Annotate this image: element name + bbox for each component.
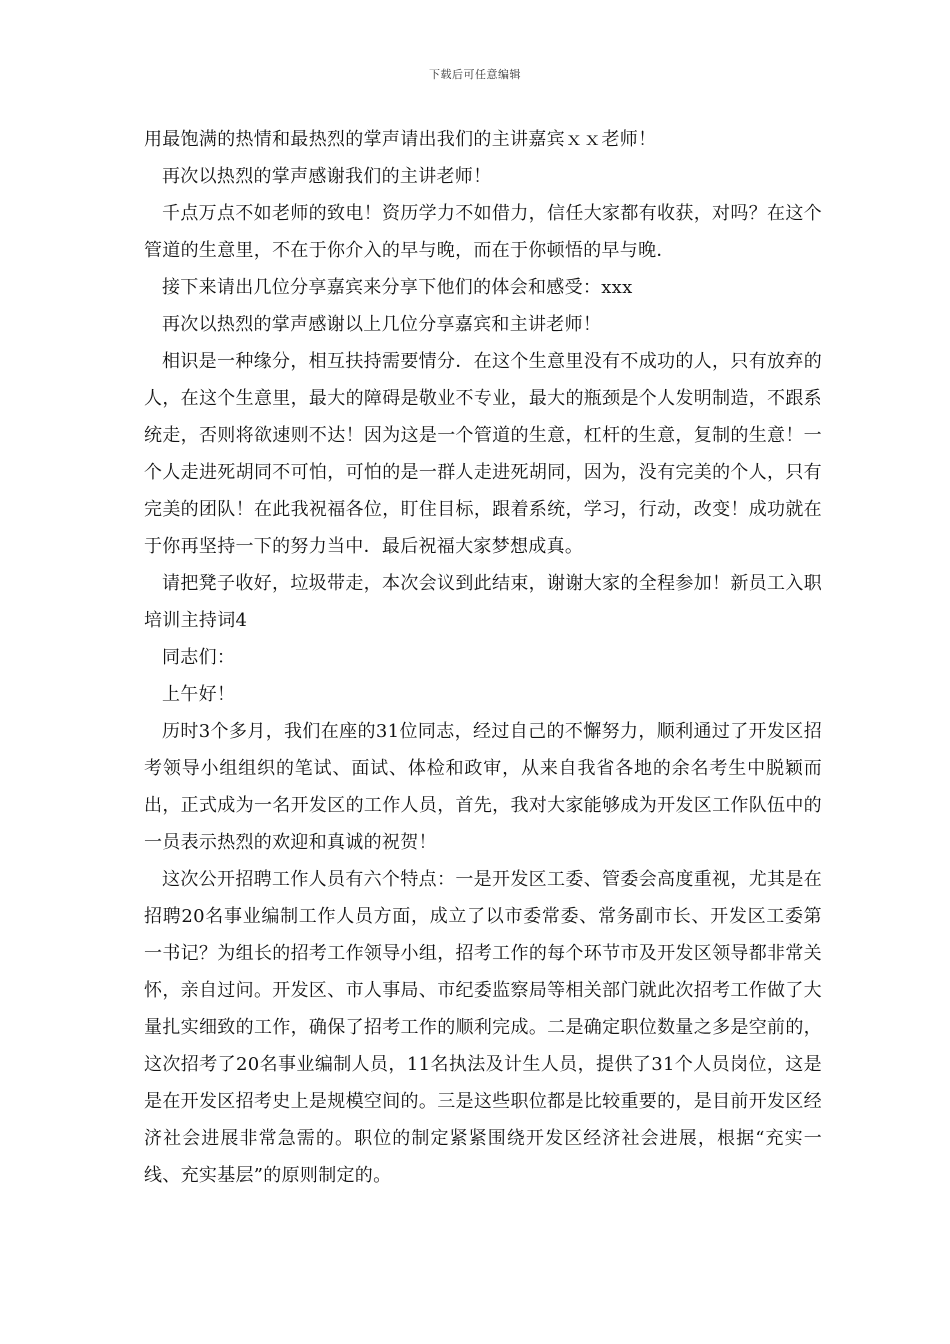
paragraph: 这次公开招聘工作人员有六个特点：一是开发区工委、管委会高度重视，尤其是在招聘20名事业编制工作人员方面，成立了以市委常委、常务副市长、开发区工委第一书记？为组长的招考工作领导小组，招考工作的每个环节市及开发区领导都非常关怀，亲自过问。开发区、市人事局、市纪委监察局等相关部门就此次招考工作做了大量扎实细致的工作，确保了招考工作的顺利完成。二是确定职位数量之多是空前的，这次招考了20名事业编制人员，11名执法及计生人员，提供了31个人员岗位，这是是在开发区招考史上是规模空间的。三是这些职位都是比较重要的，是目前开发区经济社会进展非常急需的。职位的制定紧紧围绕开发区经济社会进展，根据“充实一线、充实基层”的原则制定的。: [144, 869, 822, 1186]
paragraph: 请把凳子收好，垃圾带走，本次会议到此结束，谢谢大家的全程参加！新员工入职培训主持词4: [144, 573, 822, 631]
paragraph: 接下来请出几位分享嘉宾来分享下他们的体会和感受：xxx: [162, 277, 633, 298]
paragraph: 再次以热烈的掌声感谢以上几位分享嘉宾和主讲老师！: [162, 314, 602, 335]
paragraph: 相识是一种缘分，相互扶持需要情分．在这个生意里没有不成功的人，只有放弃的人，在这个生意里，最大的障碍是敬业不专业，最大的瓶颈是个人发明制造，不跟系统走，否则将欲速则不达！因为这是一个管道的生意，杠杆的生意，复制的生意！一个人走进死胡同不可怕，可怕的是一群人走进死胡同，因为，没有完美的个人，只有完美的团队！在此我祝福各位，盯住目标，跟着系统，学习，行动，改变！成功就在于你再坚持一下的努力当中．最后祝福大家梦想成真。: [144, 351, 822, 557]
page-header: 下载后可任意编辑: [429, 68, 521, 81]
paragraph: 再次以热烈的掌声感谢我们的主讲老师！: [162, 166, 492, 187]
paragraph: 同志们：: [162, 647, 236, 668]
document-body: [144, 121, 822, 1194]
paragraph: 千点万点不如老师的致电！资历学力不如借力，信任大家都有收获，对吗？在这个管道的生意里，不在于你介入的早与晚，而在于你顿悟的早与晚．: [144, 203, 822, 261]
paragraph: 用最饱满的热情和最热烈的掌声请出我们的主讲嘉宾ｘｘ老师！: [144, 129, 657, 150]
paragraph: 历时3个多月，我们在座的31位同志，经过自己的不懈努力，顺利通过了开发区招考领导小组组织的笔试、面试、体检和政审，从来自我省各地的余名考生中脱颖而出，正式成为一名开发区的工作人员，首先，我对大家能够成为开发区工作队伍中的一员表示热烈的欢迎和真诚的祝贺！: [144, 721, 822, 853]
paragraph: 上午好！: [162, 684, 236, 705]
